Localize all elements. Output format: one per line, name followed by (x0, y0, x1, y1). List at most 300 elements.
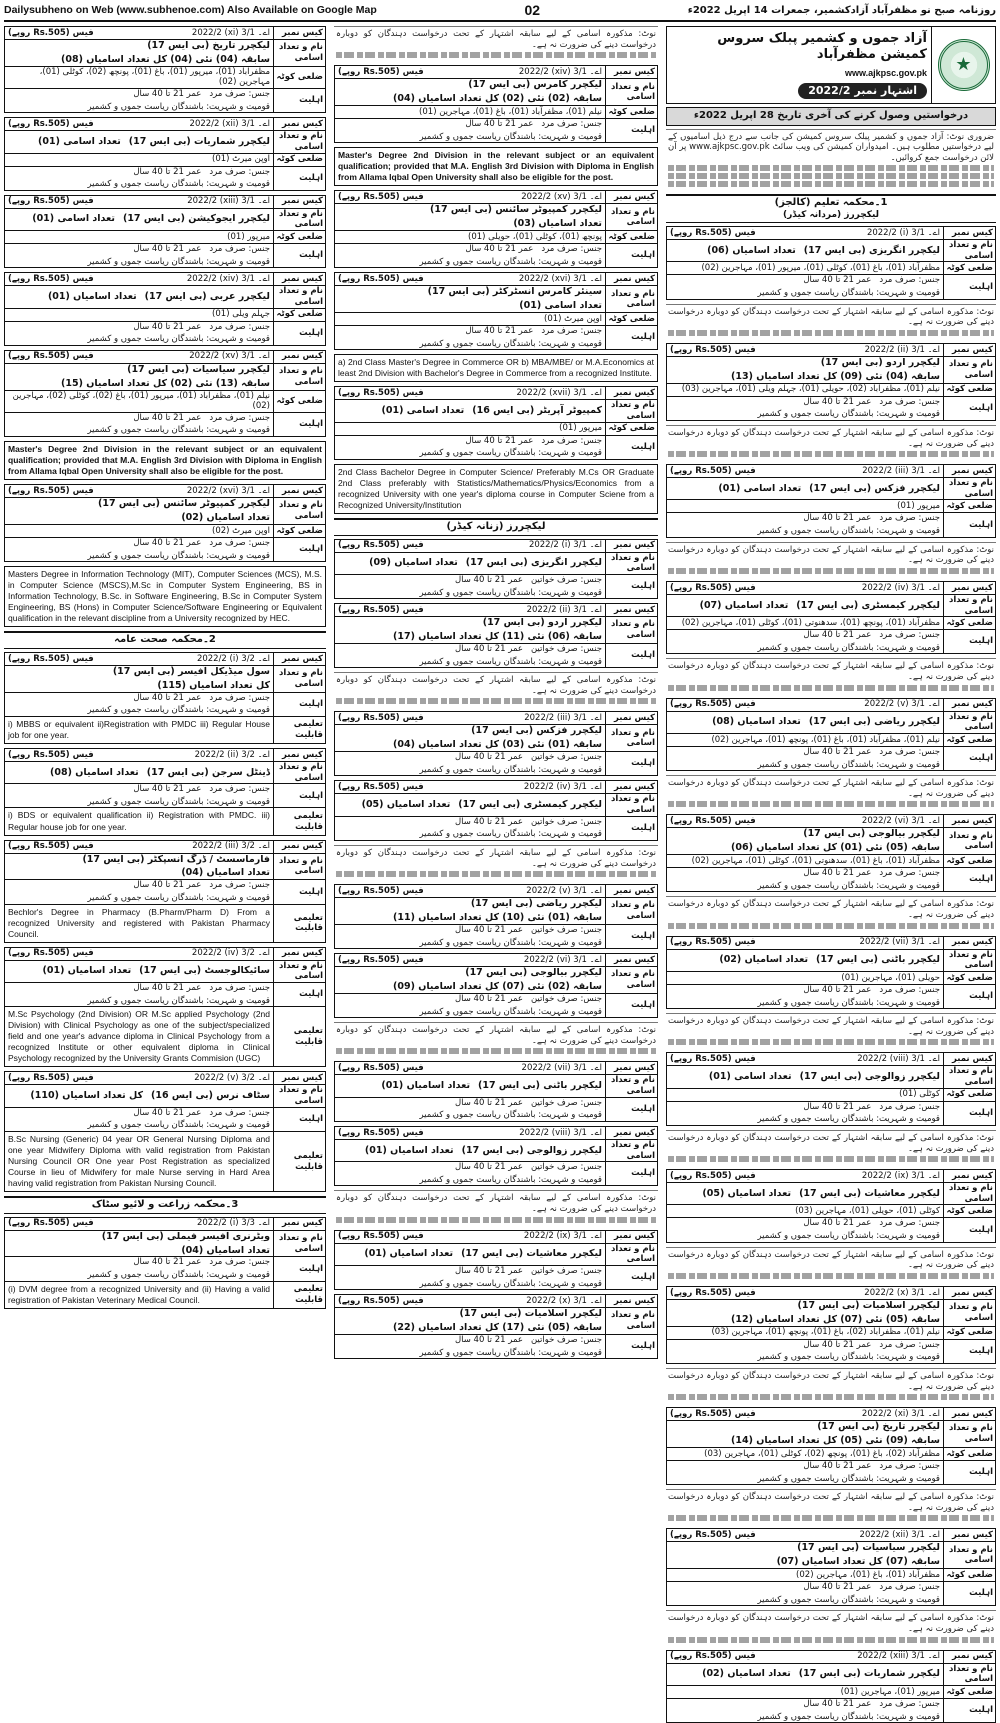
row-label: اہلیت (605, 752, 657, 775)
fee-text: فیس (Rs.505 روپے) (8, 196, 94, 207)
domicile: قومیت و شہریت: باشندگان ریاست جموں و کشمیر (757, 759, 940, 770)
post-row (667, 937, 995, 950)
post-box (666, 464, 996, 538)
age-limit: عمر 21 تا 40 سال (133, 412, 202, 423)
row-label: کیس نمبر (605, 1295, 657, 1307)
row-value (335, 604, 605, 616)
post-row (5, 391, 325, 413)
post-name: لیکچرر ایجوکیشن (بی ایس 17) (122, 213, 270, 225)
row-value (5, 286, 273, 307)
row-value (667, 950, 943, 971)
row-value (667, 855, 943, 867)
section-health: 2۔محکمہ صحت عامہ (4, 631, 326, 649)
domicile: قومیت و شہریت: باشندگان ریاست جموں و کشمیر (87, 1270, 270, 1281)
row-label: نام و تعداد اسامی (605, 617, 657, 643)
row-value (667, 397, 943, 420)
row-label: کیس نمبر (943, 1651, 995, 1663)
post-row (335, 644, 657, 667)
commission-seal-icon: ★ (938, 39, 990, 91)
row-label: ضلعی کوٹہ (943, 1448, 995, 1460)
age-limit: عمر 21 تا 40 سال (803, 275, 872, 286)
row-label: نام و تعداد اسامی (943, 1183, 995, 1204)
post-row (335, 540, 657, 553)
row-label: کیس نمبر (605, 66, 657, 78)
post-row (667, 357, 995, 384)
post-box (4, 26, 326, 113)
post-row (5, 209, 325, 231)
post-row (5, 413, 325, 436)
district-quota: کوٹلی (01) (899, 1089, 940, 1100)
case-number: اے۔ 3/1 (xvi) 2022/2 (518, 274, 602, 285)
text-filler (668, 923, 994, 929)
district-quota: مظفرآباد (01)، پونچھ (01)، سدھنوتی (01)، کوٹلی (01)، مہاجرین (02) (681, 617, 940, 628)
row-value (667, 1699, 943, 1722)
age-limit: عمر 21 تا 40 سال (133, 1257, 202, 1268)
gender: جنس: صرف مرد (209, 412, 270, 423)
fee-text: فیس (Rs.505 روپے) (338, 274, 424, 285)
row-value (335, 204, 605, 230)
row-value (667, 582, 943, 594)
note-text: نوٹ: مذکورہ اسامی کے لیے سابقہ اشتہار کے تحت درخواست دہندگان کو دوبارہ درخواست دینے کی ضرورت نہ ہے۔ (334, 845, 658, 881)
row-label: اہلیت (943, 985, 995, 1008)
row-value (335, 712, 605, 724)
row-value (335, 106, 605, 118)
post-row (667, 384, 995, 397)
post-row (5, 89, 325, 112)
row-label: نام و تعداد اسامی (273, 666, 325, 692)
post-box (334, 190, 658, 268)
text-filler (336, 698, 656, 704)
post-count: سابقہ (02) نئی (07) کل تعداد اسامیاں (09) (392, 981, 602, 993)
age-limit: عمر 21 تا 40 سال (454, 1334, 523, 1345)
post-row (667, 1053, 995, 1066)
case-number: اے۔ 3/2 (v) 2022/2 (194, 1073, 270, 1084)
gender: جنس: صرف مرد (879, 984, 940, 995)
row-value (5, 1231, 273, 1257)
row-value (335, 1335, 605, 1358)
case-number: اے۔ 3/1 (xv) 2022/2 (521, 192, 602, 203)
row-label: نام و تعداد اسامی (273, 364, 325, 390)
row-label: ضلعی کوٹہ (943, 1686, 995, 1698)
row-value (335, 994, 605, 1017)
post-name: لیکچرر اسلامیات (بی ایس 17) (797, 1299, 940, 1311)
fee-text: فیس (Rs.505 روپے) (670, 1408, 756, 1419)
domicile: قومیت و شہریت: باشندگان ریاست جموں و کشمیر (419, 1347, 602, 1358)
post-box (4, 748, 326, 836)
post-row (667, 734, 995, 747)
post-count: سابقہ (13) نئی (02) کل تعداد اسامیاں (15) (60, 377, 270, 389)
district-quota: نیلم (01)، مظفرآباد (02)، باغ (01)، پونچھ (01)، مہاجرین (03) (711, 1327, 940, 1338)
post-row (667, 855, 995, 868)
post-row (335, 794, 657, 816)
text-filler (668, 1515, 994, 1521)
post-box (334, 711, 658, 776)
district-quota: مظفرآباد (01)، باغ (01)، کوٹلی (01)، میرپور (01)، مہاجرین (02) (701, 263, 940, 274)
text-filler (668, 801, 994, 807)
row-value (667, 1340, 943, 1363)
post-count: تعداد اسامی (01) (32, 213, 115, 225)
fee-text: فیس (Rs.505 روپے) (338, 192, 424, 203)
post-box (666, 814, 996, 892)
post-row (667, 240, 995, 262)
domicile: قومیت و شہریت: باشندگان ریاست جموں و کشمیر (757, 409, 940, 420)
row-label: تعلیمی قابلیت (273, 1007, 325, 1066)
post-name: لیکچرر باٹنی (بی ایس 17) (478, 1080, 602, 1092)
row-label: کیس نمبر (605, 604, 657, 616)
text-filler (668, 685, 994, 691)
row-value (667, 828, 943, 854)
row-value (5, 351, 273, 363)
case-number: اے۔ 3/1 (v) 2022/2 (864, 699, 940, 710)
gender: جنس: صرف مرد (209, 1257, 270, 1268)
gender: جنس: صرف مرد (879, 396, 940, 407)
post-box (4, 947, 326, 1068)
row-label: کیس نمبر (273, 841, 325, 853)
age-limit: عمر 21 تا 40 سال (454, 993, 523, 1004)
gender: جنس: صرف مرد (879, 1218, 940, 1229)
gender: جنس: صرف خواتین (530, 574, 602, 585)
post-row (5, 364, 325, 391)
row-value (5, 808, 273, 834)
post-name: لیکچرر انگریزی (بی ایس 17) (465, 557, 602, 569)
case-number: اے۔ 3/1 (iv) 2022/2 (523, 782, 602, 793)
row-label: نام و تعداد اسامی (273, 498, 325, 524)
post-name: لیکچرر فزکس (بی ایس 17) (471, 725, 602, 737)
post-name: سول میڈیکل آفیسر (بی ایس 17) (112, 665, 270, 677)
post-box (334, 1294, 658, 1359)
post-row (667, 1582, 995, 1605)
post-row (335, 119, 657, 142)
row-value (5, 391, 273, 412)
district-quota: اوپن میرٹ (01) (544, 313, 602, 324)
row-label: کیس نمبر (273, 749, 325, 761)
row-value (335, 1140, 605, 1161)
age-limit: عمر 21 تا 40 سال (454, 752, 523, 763)
gender: جنس: صرف مرد (541, 435, 602, 446)
row-value (667, 1542, 943, 1568)
post-row (667, 868, 995, 891)
post-row (335, 326, 657, 349)
post-row (335, 604, 657, 617)
row-value (667, 1218, 943, 1241)
post-count: کل تعداد اسامیاں (115) (157, 679, 270, 691)
row-label: ضلعی کوٹہ (605, 423, 657, 435)
post-row (5, 525, 325, 538)
gender: جنس: صرف مرد (879, 1582, 940, 1593)
row-label: ضلعی کوٹہ (943, 734, 995, 746)
row-value (335, 1098, 605, 1121)
gender: جنس: صرف مرد (879, 275, 940, 286)
district-quota: میرپور (01)، مہاجرین (01) (840, 1686, 940, 1697)
commission-website[interactable]: www.ajkpsc.gov.pk (844, 67, 927, 78)
post-row (335, 553, 657, 575)
district-quota: میرپور (01) (227, 231, 270, 242)
post-row (667, 699, 995, 712)
case-number: اے۔ 3/1 (xvi) 2022/2 (186, 485, 270, 496)
row-value (5, 364, 273, 390)
post-row (335, 1140, 657, 1162)
text-filler (668, 1394, 994, 1400)
age-limit: عمر 21 تا 40 سال (133, 321, 202, 332)
post-box (334, 1230, 658, 1291)
row-label: نام و تعداد اسامی (273, 961, 325, 982)
row-value (335, 1231, 605, 1243)
age-limit: عمر 21 تا 40 سال (803, 513, 872, 524)
post-row (667, 1102, 995, 1125)
age-limit: عمر 21 تا 40 سال (133, 89, 202, 99)
row-value (5, 784, 273, 807)
post-row (667, 500, 995, 513)
post-box (666, 226, 996, 300)
row-value (5, 485, 273, 497)
row-value (667, 1582, 943, 1605)
row-value (5, 231, 273, 243)
gender: جنس: صرف مرد (209, 89, 270, 99)
row-label: ضلعی کوٹہ (943, 855, 995, 867)
row-value (5, 167, 273, 190)
row-label: ضلعی کوٹہ (943, 1089, 995, 1101)
post-name: لیکچرر تاریخ (بی ایس 17) (817, 1421, 940, 1433)
note-text: نوٹ: مذکورہ اسامی کے لیے سابقہ اشتہار کے تحت درخواست دہندگان کو دوبارہ درخواست دینے کی ضرورت نہ ہے۔ (334, 672, 658, 708)
row-label: اہلیت (943, 868, 995, 891)
post-name: لیکچرر بیالوجی (بی ایس 17) (803, 828, 940, 840)
right-column (666, 26, 996, 1722)
row-value (335, 817, 605, 840)
age-limit: عمر 21 تا 40 سال (803, 984, 872, 995)
domicile: قومیت و شہریت: باشندگان ریاست جموں و کشمیر (87, 892, 270, 903)
post-row (335, 244, 657, 267)
row-value (667, 630, 943, 653)
age-limit: عمر 21 تا 40 سال (133, 1107, 202, 1118)
post-name: لیکچرر سیاسیات (بی ایس 17) (797, 1542, 940, 1554)
row-value (335, 725, 605, 751)
post-row (5, 717, 325, 743)
post-row (667, 465, 995, 478)
age-limit: عمر 21 تا 40 سال (133, 784, 202, 795)
age-limit: عمر 21 تا 40 سال (454, 1162, 523, 1173)
row-label: اہلیت (943, 513, 995, 536)
district-quota: جہلم ویلی (01) (212, 309, 270, 320)
qualification-english: Master's Degree 2nd Division in the relevant subject or an equivalent qualification; provided that M.A. English 3rd Division with Diploma in English from Allama Iqbal Open University shall also be eligible for the post. (8, 444, 322, 477)
fee-text: فیس (Rs.505 روپے) (670, 816, 756, 827)
row-label: اہلیت (605, 244, 657, 267)
post-row (5, 154, 325, 167)
row-value (667, 357, 943, 383)
row-value (667, 1686, 943, 1698)
row-label: اہلیت (943, 1102, 995, 1125)
gender: جنس: صرف مرد (209, 982, 270, 993)
post-row (667, 513, 995, 536)
post-row (5, 1072, 325, 1085)
post-name: لیکچرر شماریات (بی ایس 17) (128, 135, 270, 147)
post-row (335, 1308, 657, 1335)
fee-text: فیس (Rs.505 روپے) (338, 1295, 424, 1306)
post-row (5, 351, 325, 364)
post-count: تعداد اسامیاں (06) (707, 244, 796, 256)
row-value (5, 854, 273, 880)
row-label: اہلیت (273, 1257, 325, 1280)
post-row (5, 983, 325, 1007)
fee-text: فیس (Rs.505 روپے) (670, 1170, 756, 1181)
row-value (667, 617, 943, 629)
post-count: تعداد اسامی (01) (381, 405, 465, 417)
qualification-box (4, 441, 326, 480)
post-row (335, 313, 657, 326)
row-value (335, 1308, 605, 1334)
post-name: لیکچرر انگریزی (بی ایس 17) (803, 244, 940, 256)
text-filler (668, 1156, 994, 1162)
post-row (5, 309, 325, 322)
post-row (5, 67, 325, 89)
age-limit: عمر 21 تا 40 سال (454, 574, 523, 585)
row-value (5, 841, 273, 853)
row-value (667, 1569, 943, 1581)
row-value (335, 66, 605, 78)
post-row (5, 118, 325, 131)
page-number: 02 (524, 2, 541, 19)
row-label: اہلیت (273, 693, 325, 716)
age-limit: عمر 21 تا 40 سال (133, 166, 202, 177)
fee-text: فیس (Rs.505 روپے) (670, 1651, 756, 1662)
domicile: قومیت و شہریت: باشندگان ریاست جموں و کشمیر (87, 550, 270, 561)
row-label: نام و تعداد اسامی (943, 1542, 995, 1568)
post-row (335, 1266, 657, 1289)
fee-text: فیس (Rs.505 روپے) (338, 1127, 424, 1138)
case-number: اے۔ 3/1 (x) 2022/2 (526, 1295, 602, 1306)
qualification-english-mid: Master's Degree 2nd Division in the relevant subject or an equivalent qualification; provided that M.A. English 3rd Division with Diploma in English from Allama Iqbal Open University shall also be eligible for the post. (338, 150, 654, 183)
gender: جنس: صرف خواتین (530, 816, 602, 827)
post-count: سابقہ (01) نئی (10) کل تعداد اسامیاں (11) (392, 912, 602, 924)
post-row (335, 885, 657, 898)
post-count: سابقہ (09) نئی (05) کل تعداد اسامیاں (14) (730, 1435, 940, 1446)
post-row (335, 575, 657, 598)
post-count: سابقہ (05) نئی (07) کل تعداد اسامیاں (12) (730, 1313, 940, 1325)
domicile: قومیت و شہریت: باشندگان ریاست جموں و کشمیر (419, 829, 602, 840)
row-value (335, 1075, 605, 1096)
row-label: نام و تعداد اسامی (273, 1231, 325, 1257)
post-row (335, 1295, 657, 1308)
text-filler (668, 1637, 994, 1643)
row-value (5, 196, 273, 208)
row-label: نام و تعداد اسامی (943, 950, 995, 971)
post-name: لیکچرر زوالوجی (بی ایس 17) (799, 1071, 940, 1083)
post-row (5, 322, 325, 345)
post-row (667, 1089, 995, 1102)
left-column (4, 26, 326, 1719)
row-label: ضلعی کوٹہ (943, 500, 995, 512)
domicile: قومیت و شہریت: باشندگان ریاست جموں و کشمیر (419, 937, 602, 948)
post-row (335, 967, 657, 994)
post-count: تعداد اسامیاں (09) (369, 557, 458, 569)
row-value (667, 734, 943, 746)
post-row (335, 79, 657, 106)
row-label: کیس نمبر (943, 815, 995, 827)
row-label: نام و تعداد اسامی (273, 40, 325, 66)
section-women-cadre: لیکچررز (زنانہ کیڈر) (334, 518, 658, 536)
post-count: سابقہ (05) نئی (01) کل تعداد اسامیاں (06) (730, 842, 940, 854)
row-label: کیس نمبر (943, 465, 995, 477)
row-value (335, 925, 605, 948)
row-value (335, 752, 605, 775)
district-quota: نیلم (01)، مظفرآباد (01)، باغ (01)، مہاجرین (01) (419, 106, 602, 117)
post-count: تعداد اسامی (01) (708, 1071, 792, 1083)
age-limit: عمر 21 تا 40 سال (465, 244, 534, 255)
row-label: نام و تعداد اسامی (605, 1140, 657, 1161)
domicile: قومیت و شہریت: باشندگان ریاست جموں و کشمیر (419, 131, 602, 142)
post-box (334, 272, 658, 350)
post-row (335, 994, 657, 1017)
row-label: اہلیت (605, 575, 657, 598)
fee-text: فیس (Rs.505 روپے) (8, 273, 94, 284)
row-label: کیس نمبر (943, 582, 995, 594)
row-label: کیس نمبر (605, 1231, 657, 1243)
row-label: نام و تعداد اسامی (605, 204, 657, 230)
post-name: سینئر کامرس انسٹرکٹر (بی ایس 17) (427, 286, 602, 298)
text-filler (336, 1048, 656, 1054)
row-label: کیس نمبر (943, 1287, 995, 1299)
post-count: سابقہ (02) نئی (02) کل تعداد اسامیاں (04) (392, 93, 602, 105)
post-row (667, 1569, 995, 1582)
row-label: اہلیت (605, 644, 657, 667)
row-label: اہلیت (943, 1218, 995, 1241)
post-row (667, 478, 995, 500)
row-value (5, 525, 273, 537)
row-value (5, 1007, 273, 1066)
domicile: قومیت و شہریت: باشندگان ریاست جموں و کشمیر (419, 1278, 602, 1289)
post-count: تعداد اسامیاں (01) (364, 1248, 454, 1260)
row-label: نام و تعداد اسامی (605, 794, 657, 815)
row-label: اہلیت (605, 994, 657, 1017)
age-limit: عمر 21 تا 40 سال (133, 880, 202, 891)
case-number: اے۔ 3/1 (xi) 2022/2 (861, 1408, 940, 1419)
post-row (667, 1461, 995, 1484)
post-row (335, 400, 657, 422)
row-label: نام و تعداد اسامی (943, 1300, 995, 1326)
row-value (667, 747, 943, 770)
case-number: اے۔ 3/1 (xiv) 2022/2 (186, 273, 270, 284)
row-value (5, 1072, 273, 1084)
row-label: کیس نمبر (943, 937, 995, 949)
case-number: اے۔ 3/1 (xiv) 2022/2 (518, 66, 602, 77)
case-number: اے۔ 3/1 (v) 2022/2 (526, 885, 602, 896)
post-row (667, 985, 995, 1008)
row-value (335, 119, 605, 142)
domicile: قومیت و شہریت: باشندگان ریاست جموں و کشمیر (419, 764, 602, 775)
row-value (335, 79, 605, 105)
post-row (5, 1218, 325, 1231)
row-label: اہلیت (273, 538, 325, 561)
fee-text: فیس (Rs.505 روپے) (670, 699, 756, 710)
row-value (5, 154, 273, 166)
gender: جنس: صرف مرد (209, 537, 270, 548)
post-row (667, 1421, 995, 1448)
post-count: تعداد اسامی (01) (718, 482, 802, 494)
row-label: کیس نمبر (605, 387, 657, 399)
post-row (335, 286, 657, 313)
row-value (667, 1053, 943, 1065)
row-label: نام و تعداد اسامی (273, 209, 325, 230)
row-value (667, 275, 943, 298)
row-value (5, 693, 273, 716)
case-number: اے۔ 3/1 (i) 2022/2 (528, 540, 602, 551)
fee-text: فیس (Rs.505 روپے) (338, 885, 424, 896)
row-label: کیس نمبر (605, 540, 657, 552)
row-value (335, 231, 605, 243)
post-row (5, 538, 325, 561)
case-number: اے۔ 3/1 (xv) 2022/2 (189, 351, 270, 362)
row-label: تعلیمی قابلیت (273, 808, 325, 834)
row-value (5, 413, 273, 436)
